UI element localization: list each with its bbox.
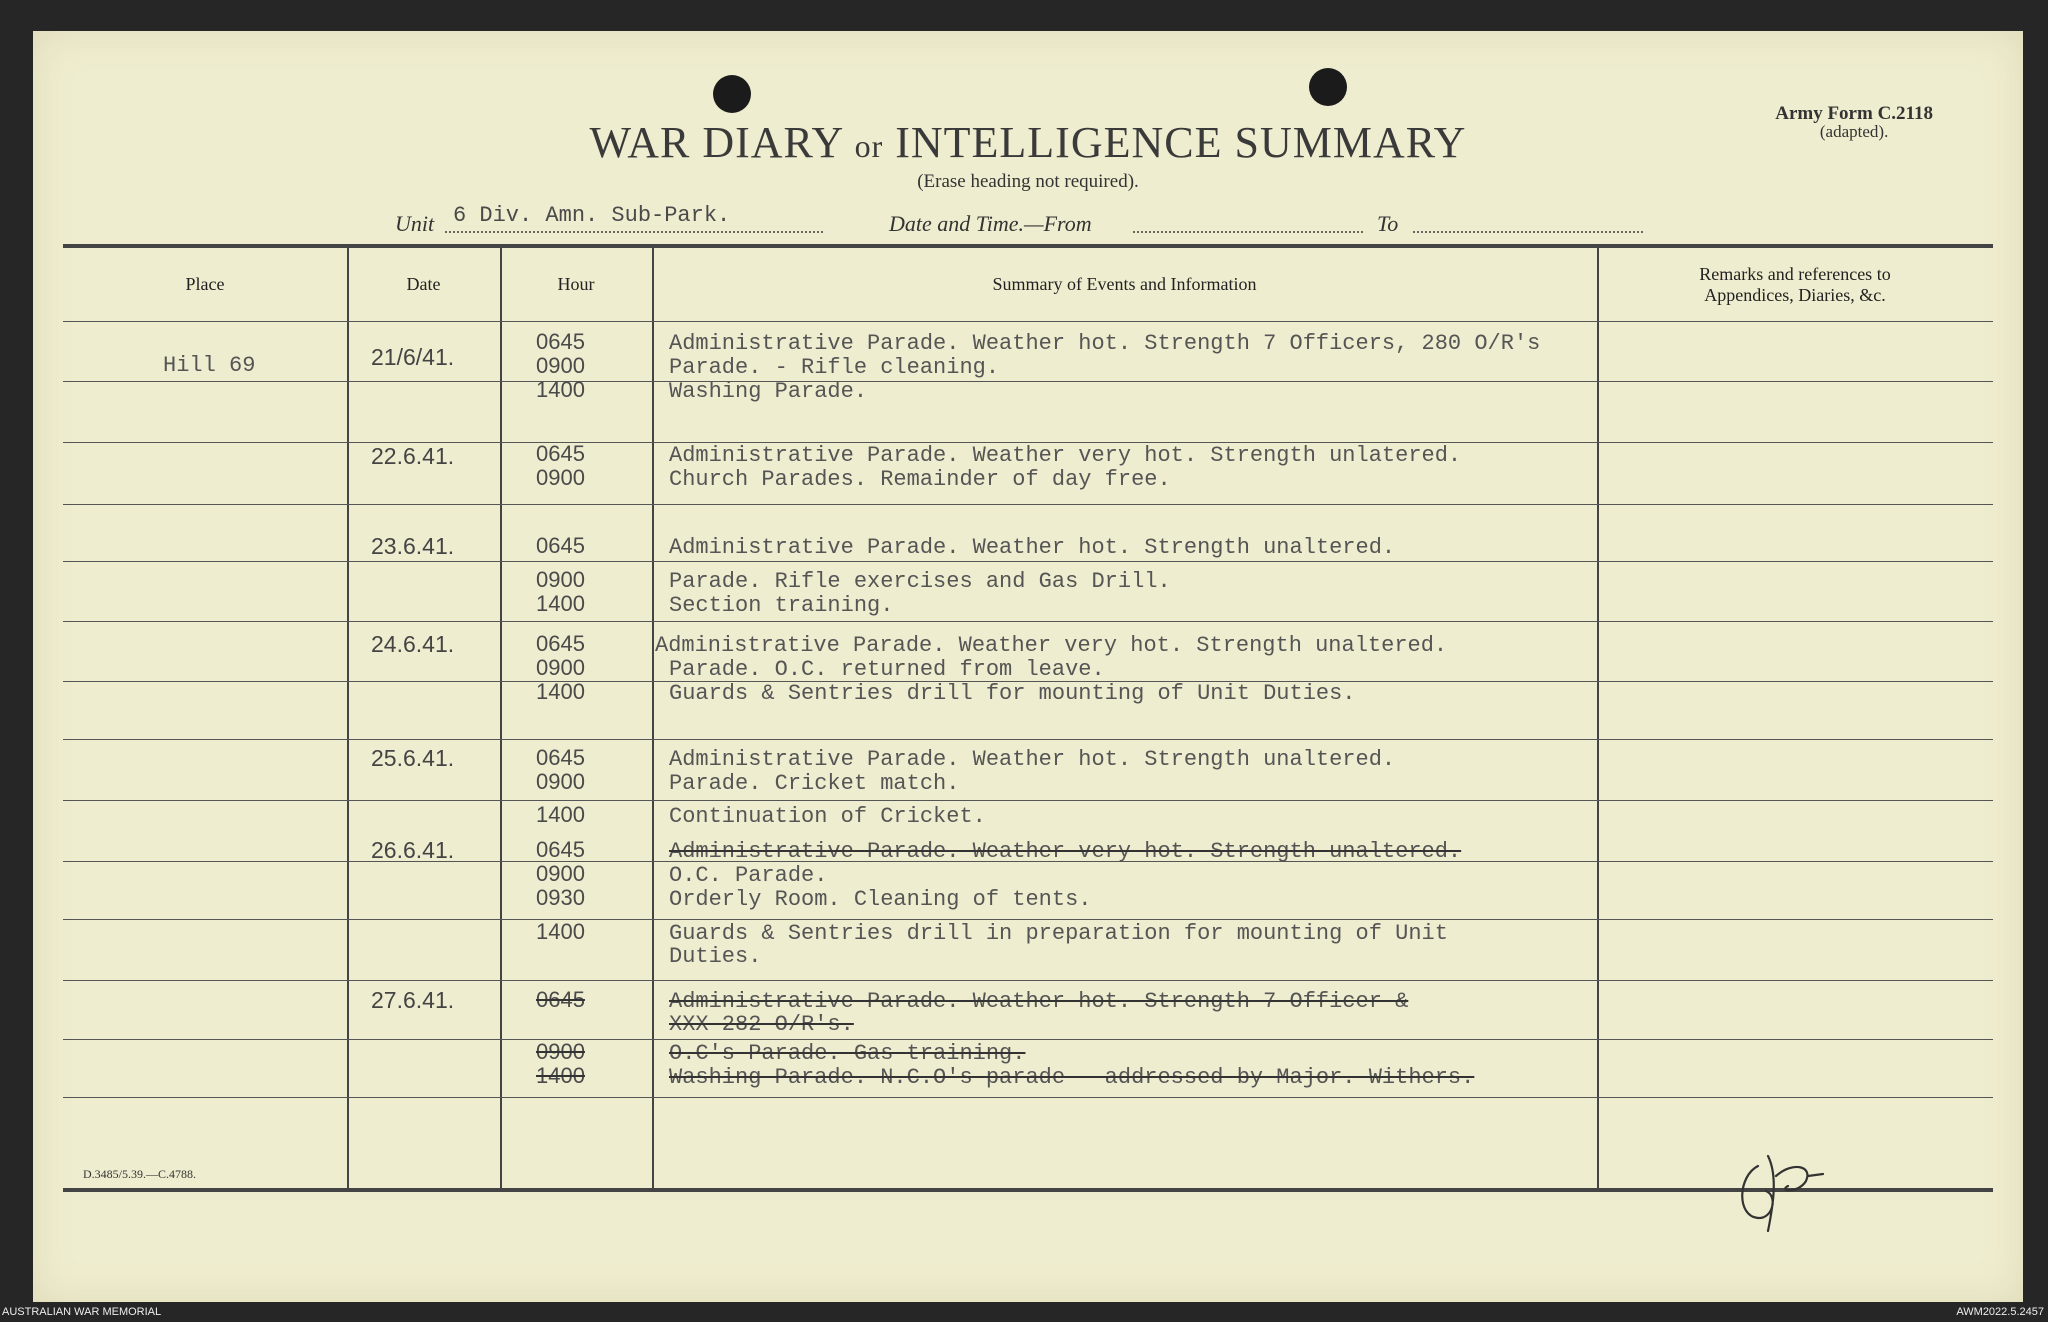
date-cell: 27.6.41. <box>371 987 455 1013</box>
row-rule <box>63 980 1993 981</box>
army-form-number: Army Form C.2118 (adapted). <box>1775 103 1933 141</box>
date-cell: 23.6.41. <box>371 533 455 559</box>
date-time-from-label: Date and Time.—From <box>889 211 1092 236</box>
summary-cell: Administrative Parade. Weather very hot. Strength unlatered. <box>669 443 1462 468</box>
date-cell: 21/6/41. <box>371 344 455 370</box>
to-dotted-line <box>1413 231 1643 233</box>
col-header-remarks: Remarks and references to Appendices, Diaries, &c. <box>1699 264 1891 305</box>
hour-cell: 1400 <box>536 377 585 402</box>
summary-cell: Administrative Parade. Weather very hot. Strength unaltered. <box>655 633 1448 658</box>
summary-cell: Administrative Parade. Weather hot. Strength 7 Officer & <box>669 989 1409 1014</box>
diary-table <box>63 244 1993 1192</box>
summary-cell: Washing Parade. <box>669 379 868 404</box>
form-title: WAR DIARY or INTELLIGENCE SUMMARY <box>589 118 1467 167</box>
row-rule <box>63 381 1993 382</box>
unit-dotted-line <box>445 231 823 233</box>
hour-cell: 0900 <box>536 861 585 886</box>
war-diary-form <box>33 31 2023 1302</box>
row-rule <box>63 800 1993 801</box>
date-cell: 22.6.41. <box>371 443 455 469</box>
hour-cell: 0930 <box>536 885 585 910</box>
summary-cell: Parade. - Rifle cleaning. <box>669 355 1000 380</box>
col-header-place: Place <box>185 274 225 294</box>
summary-cell: Section training. <box>669 593 894 618</box>
hour-cell: 0900 <box>536 567 585 592</box>
hour-cell: 1400 <box>536 919 585 944</box>
hour-cell: 1400 <box>536 591 585 616</box>
divider-date-hour <box>500 244 502 1188</box>
divider-place-date <box>347 244 349 1188</box>
archive-credit: AUSTRALIAN WAR MEMORIAL <box>2 1306 162 1318</box>
summary-cell: Church Parades. Remainder of day free. <box>669 467 1171 492</box>
hour-cell: 0645 <box>536 533 585 558</box>
row-rule <box>63 1097 1993 1098</box>
hour-cell: 0900 <box>536 1039 585 1064</box>
place-cell: Hill 69 <box>163 353 256 378</box>
hour-cell: 0645 <box>536 837 585 862</box>
hour-cell: 0900 <box>536 353 585 378</box>
row-rule <box>63 561 1993 562</box>
divider-summary-remarks <box>1597 244 1599 1188</box>
form-print-code: D.3485/5.39.—C.4788. <box>83 1167 197 1181</box>
summary-cell: Administrative Parade. Weather hot. Strength unaltered. <box>669 747 1396 772</box>
summary-cell: Parade. O.C. returned from leave. <box>669 657 1105 682</box>
summary-cell: O.C. Parade. <box>669 863 828 888</box>
hour-cell: 0645 <box>536 441 585 466</box>
hour-cell: 0900 <box>536 465 585 490</box>
summary-cell: Administrative Parade. Weather very hot. Strength unaltered. <box>669 839 1462 864</box>
col-header-hour: Hour <box>557 274 595 294</box>
summary-cell: Guards & Sentries drill in preparation for mounting of Unit <box>669 921 1448 946</box>
divider-hour-summary <box>652 244 654 1188</box>
summary-cell: XXX 282 O/R's. <box>669 1012 854 1037</box>
summary-cell: Orderly Room. Cleaning of tents. <box>669 887 1092 912</box>
col-header-date: Date <box>406 274 441 294</box>
date-cell: 25.6.41. <box>371 745 455 771</box>
hour-cell: 1400 <box>536 1063 585 1088</box>
row-rule <box>63 919 1993 920</box>
hour-cell: 0900 <box>536 655 585 680</box>
signature-initials <box>1718 1146 1828 1236</box>
unit-value: 6 Div. Amn. Sub-Park. <box>453 203 731 228</box>
punch-hole-left <box>713 75 751 113</box>
date-cell: 24.6.41. <box>371 631 455 657</box>
hour-cell: 0645 <box>536 745 585 770</box>
summary-cell: Guards & Sentries drill for mounting of Unit Duties. <box>669 681 1356 706</box>
row-rule <box>63 739 1993 740</box>
hour-cell: 1400 <box>536 802 585 827</box>
summary-cell: Parade. Rifle exercises and Gas Drill. <box>669 569 1171 594</box>
summary-cell: Administrative Parade. Weather hot. Strength 7 Officers, 280 O/R's <box>669 331 1541 356</box>
summary-cell: O.C's Parade. Gas training. <box>669 1041 1026 1066</box>
unit-label: Unit <box>395 211 435 236</box>
hour-cell: 1400 <box>536 679 585 704</box>
hour-cell: 0645 <box>536 987 585 1012</box>
row-rule <box>63 504 1993 505</box>
summary-cell: Continuation of Cricket. <box>669 804 986 829</box>
row-rule <box>63 621 1993 622</box>
row-rule <box>63 1039 1993 1040</box>
from-dotted-line <box>1133 231 1363 233</box>
summary-cell: Duties. <box>669 944 762 969</box>
hour-cell: 0645 <box>536 329 585 354</box>
col-header-summary: Summary of Events and Information <box>992 274 1257 294</box>
header-rule <box>63 321 1993 322</box>
summary-cell: Administrative Parade. Weather hot. Strength unaltered. <box>669 535 1396 560</box>
summary-cell: Parade. Cricket match. <box>669 771 960 796</box>
hour-cell: 0645 <box>536 631 585 656</box>
punch-hole-right <box>1309 68 1347 106</box>
form-subtitle: (Erase heading not required). <box>917 171 1139 192</box>
date-cell: 26.6.41. <box>371 837 455 863</box>
hour-cell: 0900 <box>536 769 585 794</box>
to-label: To <box>1377 211 1399 236</box>
archive-reference: AWM2022.5.2457 <box>1956 1306 2044 1318</box>
summary-cell: Washing Parade. N.C.O's parade - addressed by Major. Withers. <box>669 1065 1475 1090</box>
